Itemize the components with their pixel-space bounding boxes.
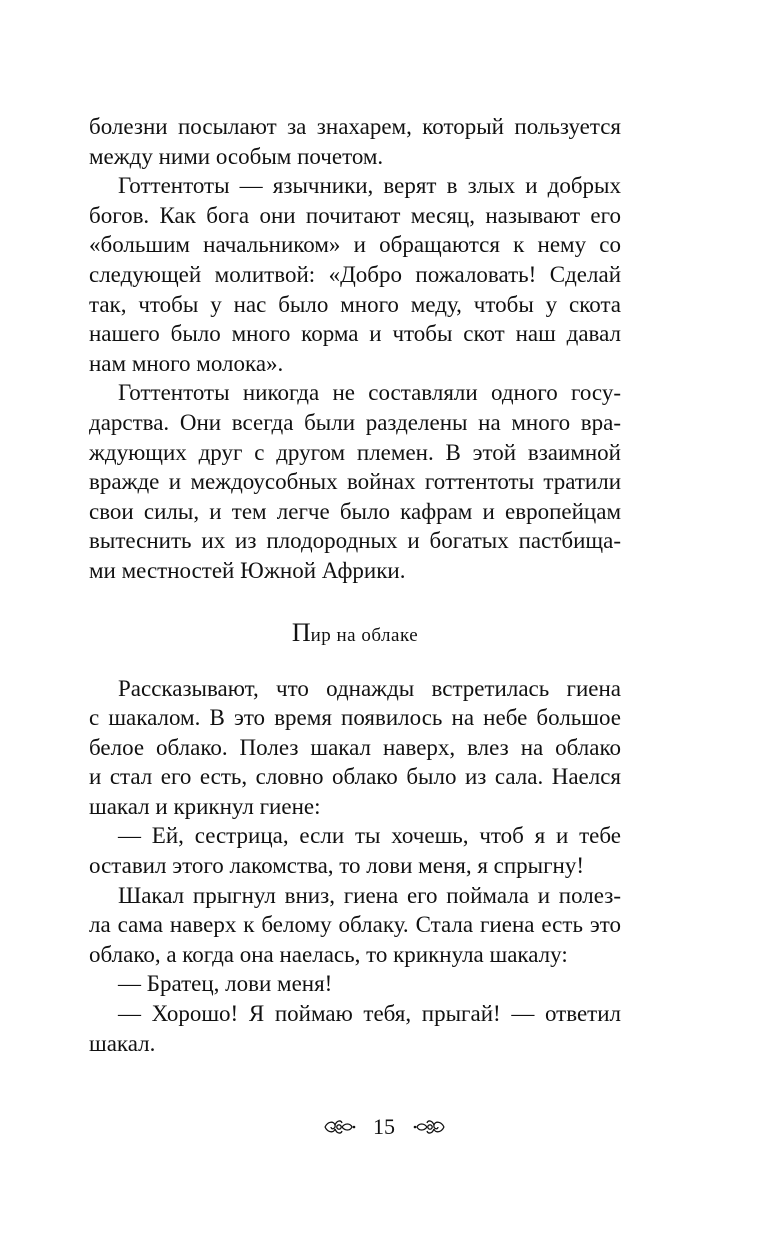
text-line: ла сама наверх к белому облаку. Стала гиена есть это bbox=[89, 912, 621, 938]
flourish-left-icon bbox=[322, 1116, 356, 1138]
text-line: — Братец, лови меня! bbox=[118, 971, 333, 997]
text-line: шакал. bbox=[89, 1030, 156, 1056]
text-line: — Ей, сестрица, если ты хочешь, чтоб я и тебе bbox=[118, 823, 621, 849]
text-line: дарства. Они всегда были разделены на много вра- bbox=[89, 409, 621, 435]
text-line: и стал его есть, словно облако было из сала. Наелся bbox=[89, 764, 621, 790]
heading-rest: ир на облаке bbox=[310, 624, 419, 646]
book-page bbox=[89, 112, 621, 1058]
text-line: вражде и междоусобных войнах готтентоты тратили bbox=[89, 469, 621, 495]
text-line: болезни посылают за знахарем, который пользуется bbox=[89, 114, 621, 139]
text-line: Шакал прыгнул вниз, гиена его поймала и полез- bbox=[118, 882, 621, 908]
body-text-top bbox=[89, 112, 621, 586]
flourish-right-icon bbox=[413, 1116, 447, 1138]
text-line: «большим начальником» и обращаются к нему со bbox=[89, 232, 621, 258]
text-line: ждующих друг с другом племен. В этой взаимной bbox=[89, 439, 621, 465]
text-line: между ними особым почетом. bbox=[89, 143, 384, 169]
page-footer bbox=[0, 1110, 768, 1142]
text-line: облако, а когда она наелась, то крикнула шакалу: bbox=[89, 941, 568, 967]
chapter-heading bbox=[89, 618, 621, 648]
heading-initial: П bbox=[291, 617, 311, 647]
text-line: Готтентоты никогда не составляли одного госу- bbox=[118, 380, 621, 406]
text-line: белое облако. Полез шакал наверх, влез на облако bbox=[89, 734, 621, 760]
page-number: 15 bbox=[373, 1113, 395, 1139]
text-line: богов. Как бога они почитают месяц, называют его bbox=[89, 202, 621, 228]
body-text-bottom bbox=[89, 674, 621, 1059]
text-line: нам много молока». bbox=[89, 350, 284, 376]
text-line: шакал и крикнул гиене: bbox=[89, 793, 321, 819]
text-line: Готтентоты — язычники, верят в злых и добрых bbox=[118, 173, 621, 199]
text-line: — Хорошо! Я поймаю тебя, прыгай! — ответил bbox=[118, 1001, 621, 1027]
text-line: Рассказывают, что однажды встретилась гиена bbox=[118, 675, 621, 701]
text-line: вытеснить их из плодородных и богатых пастбища- bbox=[89, 528, 621, 554]
text-line: свои силы, и тем легче было кафрам и европейцам bbox=[89, 498, 621, 524]
text-line: с шакалом. В это время появилось на небе большое bbox=[89, 705, 621, 731]
text-line: так, чтобы у нас было много меду, чтобы у скота bbox=[89, 291, 621, 317]
text-line: нашего было много корма и чтобы скот наш давал bbox=[89, 321, 621, 347]
text-line: следующей молитвой: «Добро пожаловать! Сделай bbox=[89, 261, 621, 287]
text-line: оставил этого лакомства, то лови меня, я спрыгну! bbox=[89, 853, 585, 879]
text-line: ми местностей Южной Африки. bbox=[89, 557, 406, 583]
